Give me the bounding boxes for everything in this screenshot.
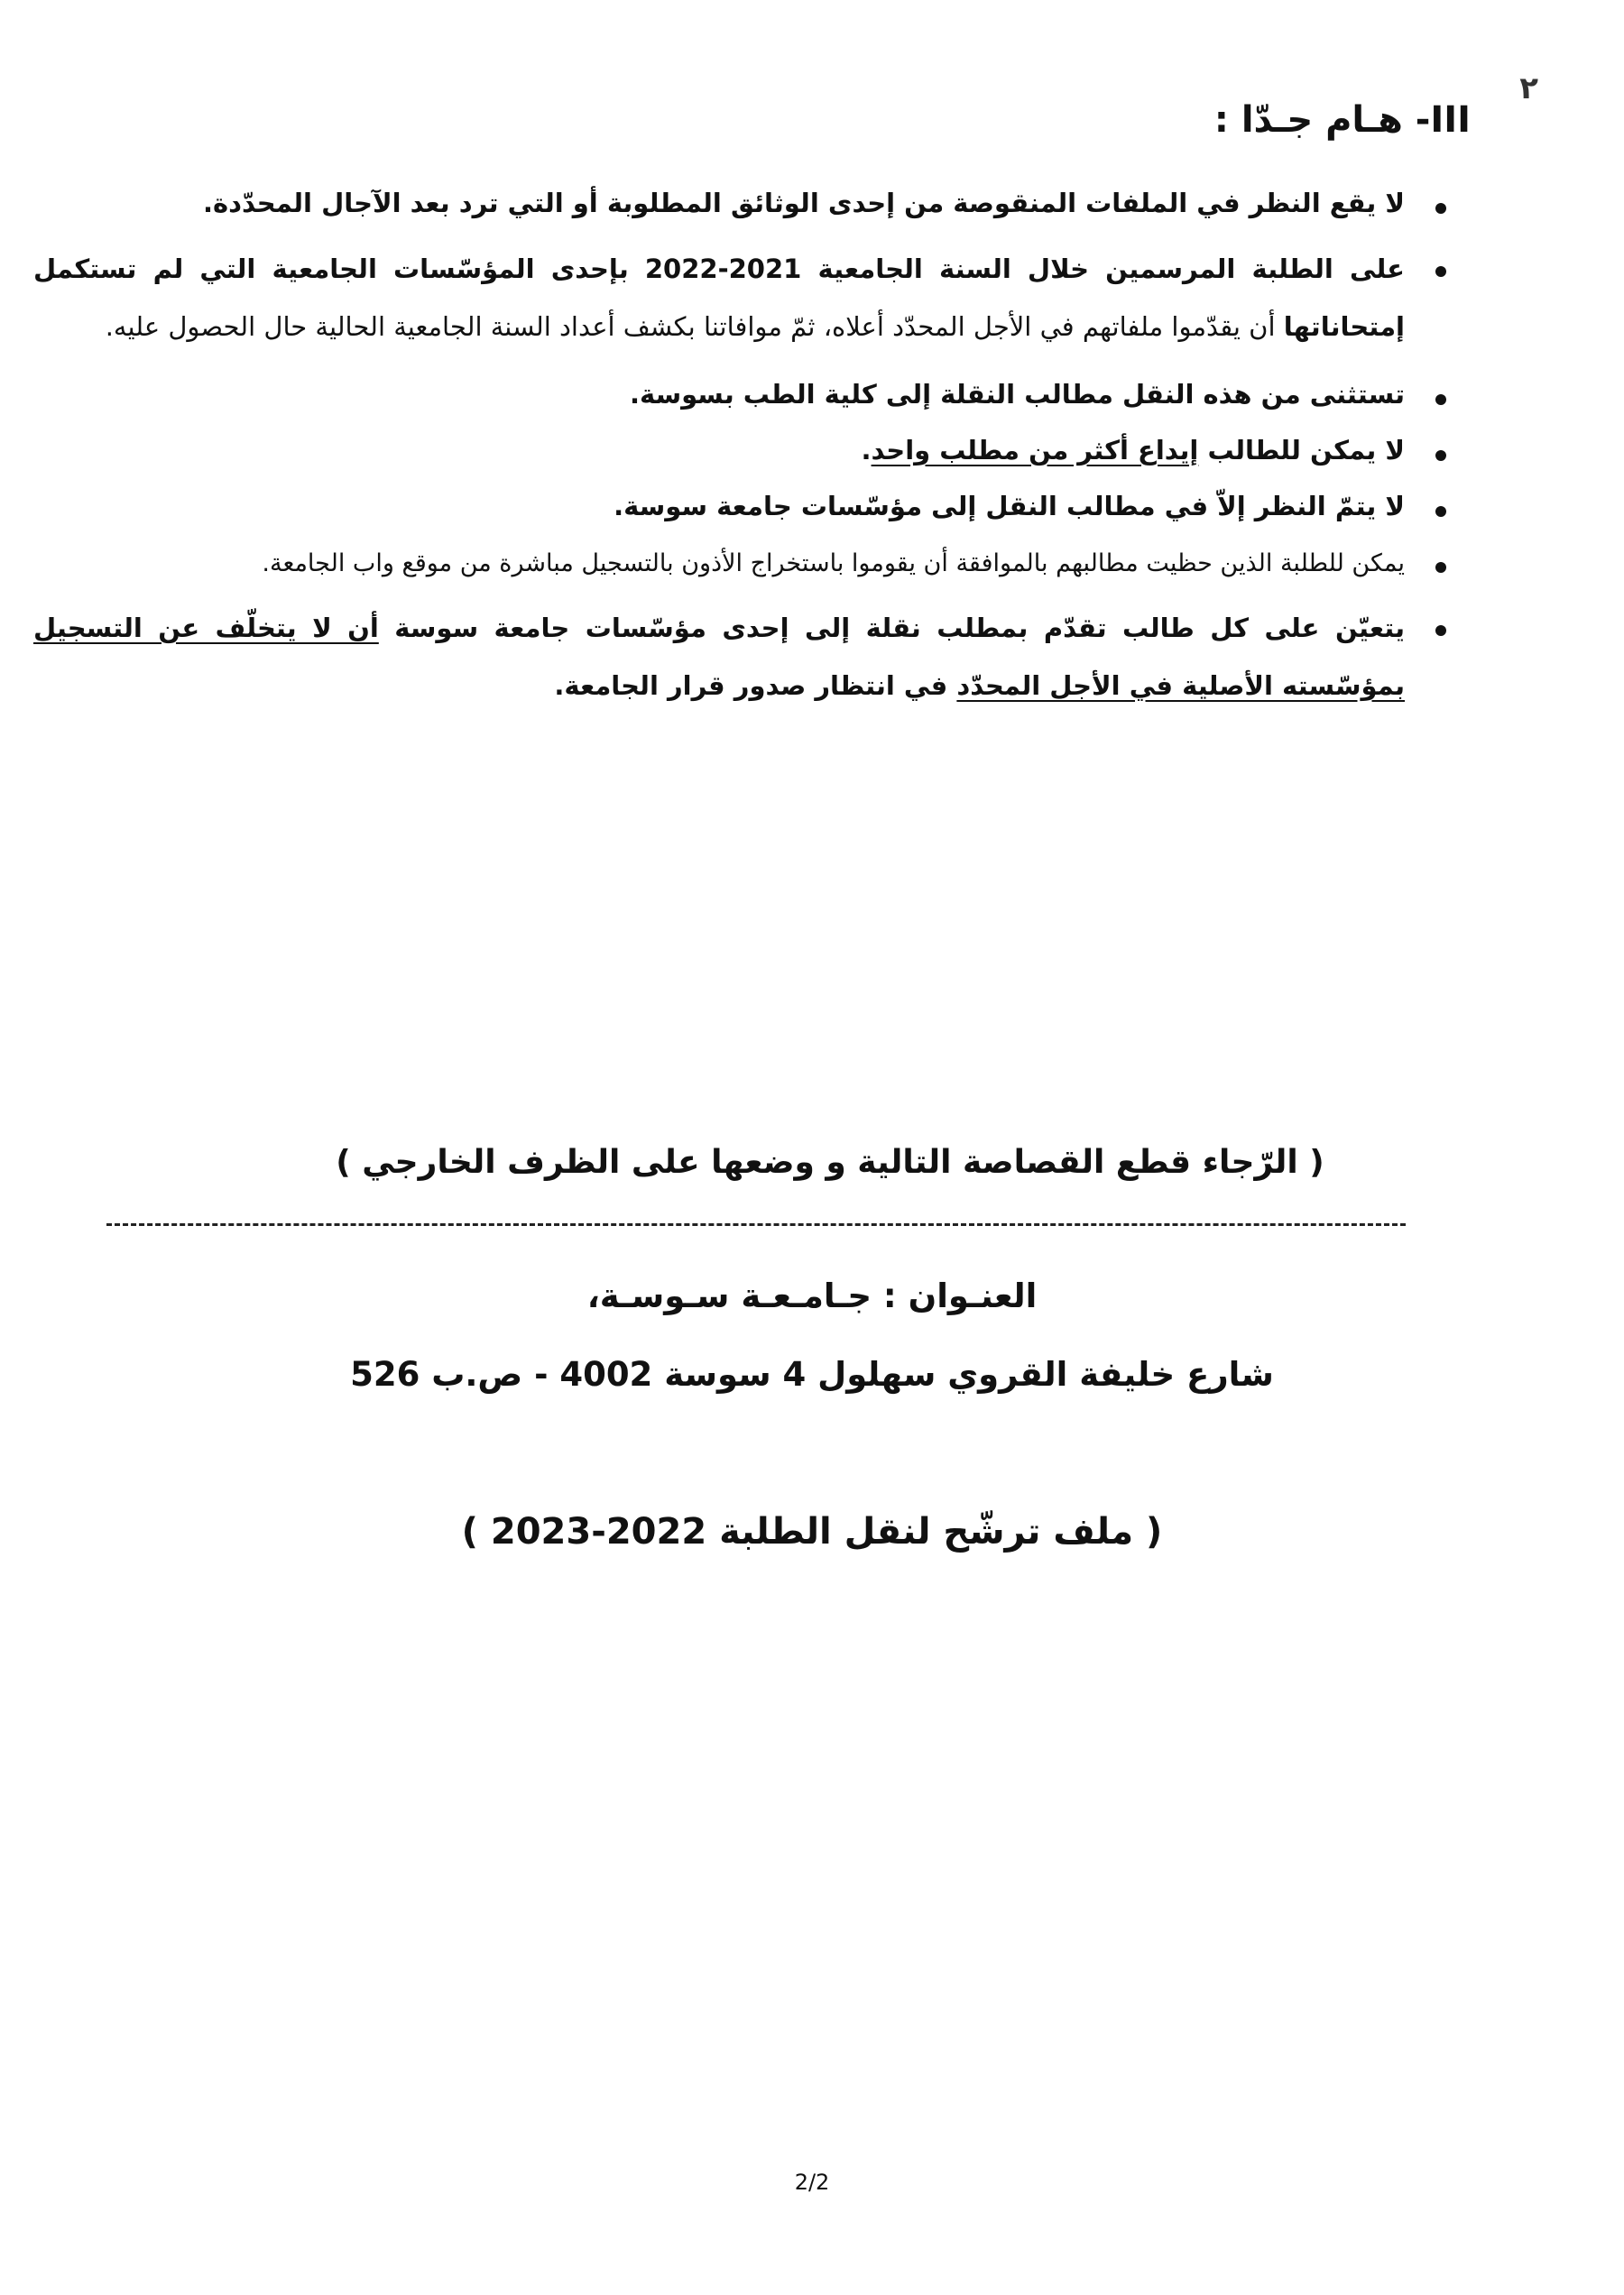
file-title: ( ملف ترشّح لنقل الطلبة 2022-2023 ): [461, 1511, 1163, 1553]
important-notes-list: [33, 185, 1448, 735]
note-text: يمكن للطلبة الذين حظيت مطالبهم بالموافقة أن يقوموا باستخراج الأذون بالتسجيل مباشرة من موقع واب الجامعة.: [262, 548, 1405, 577]
cut-line-divider: [106, 1223, 1406, 1226]
note-text: لا يقع النظر في الملفات المنقوصة من إحدى الوثائق المطلوبة أو التي ترد بعد الآجال المحدّدة.: [203, 188, 1405, 218]
list-item: [33, 376, 1405, 412]
page-number: 2/2: [794, 2170, 830, 2195]
list-item: [33, 185, 1405, 221]
note-text: في انتظار صدور قرار الجامعة.: [554, 669, 957, 701]
list-item: [33, 432, 1405, 468]
address-label: العنـوان : جـامـعـة سـوسـة،: [586, 1277, 1038, 1315]
list-item: [33, 241, 1405, 356]
note-text-bold: على الطلبة المرسمين خلال السنة الجامعية 2021-2022 بإحدى المؤسّسات الجامعية التي لم تستكمل إمتحاناتها: [33, 253, 1405, 342]
list-item: [33, 544, 1405, 580]
note-text-underlined: إيداع أكثر من مطلب واحد: [871, 434, 1199, 465]
note-text: .: [861, 434, 872, 465]
note-text: لا يمكن للطالب: [1198, 434, 1405, 465]
handwritten-mark: ٢: [1519, 70, 1538, 106]
cutout-instruction: ( الرّجاء قطع القصاصة التالية و وضعها على الظرف الخارجي ): [336, 1144, 1324, 1181]
note-text-underlined: أن لا يتخلّف عن التسجيل بمؤسّسته الأصلية في الأجل المحدّد: [33, 612, 1405, 701]
list-item: [33, 600, 1405, 715]
section-title: III- هـام جـدّا :: [1213, 99, 1471, 141]
note-text: يتعيّن على كل طالب تقدّم بمطلب نقلة إلى إحدى مؤسّسات جامعة سوسة: [378, 612, 1405, 643]
note-text: لا يتمّ النظر إلاّ في مطالب النقل إلى مؤسّسات جامعة سوسة.: [614, 490, 1405, 521]
address-street: شارع خليفة القروي سهلول 4 سوسة 4002 - ص.ب 526: [350, 1355, 1274, 1394]
note-text: تستثنى من هذه النقل مطالب النقلة إلى كلية الطب بسوسة.: [630, 378, 1405, 410]
note-text: أن يقدّموا ملفاتهم في الأجل المحدّد أعلاه، ثمّ موافاتنا بكشف أعداد السنة الجامعية الحالية حال الحصول عليه.: [105, 310, 1284, 342]
list-item: [33, 488, 1405, 524]
